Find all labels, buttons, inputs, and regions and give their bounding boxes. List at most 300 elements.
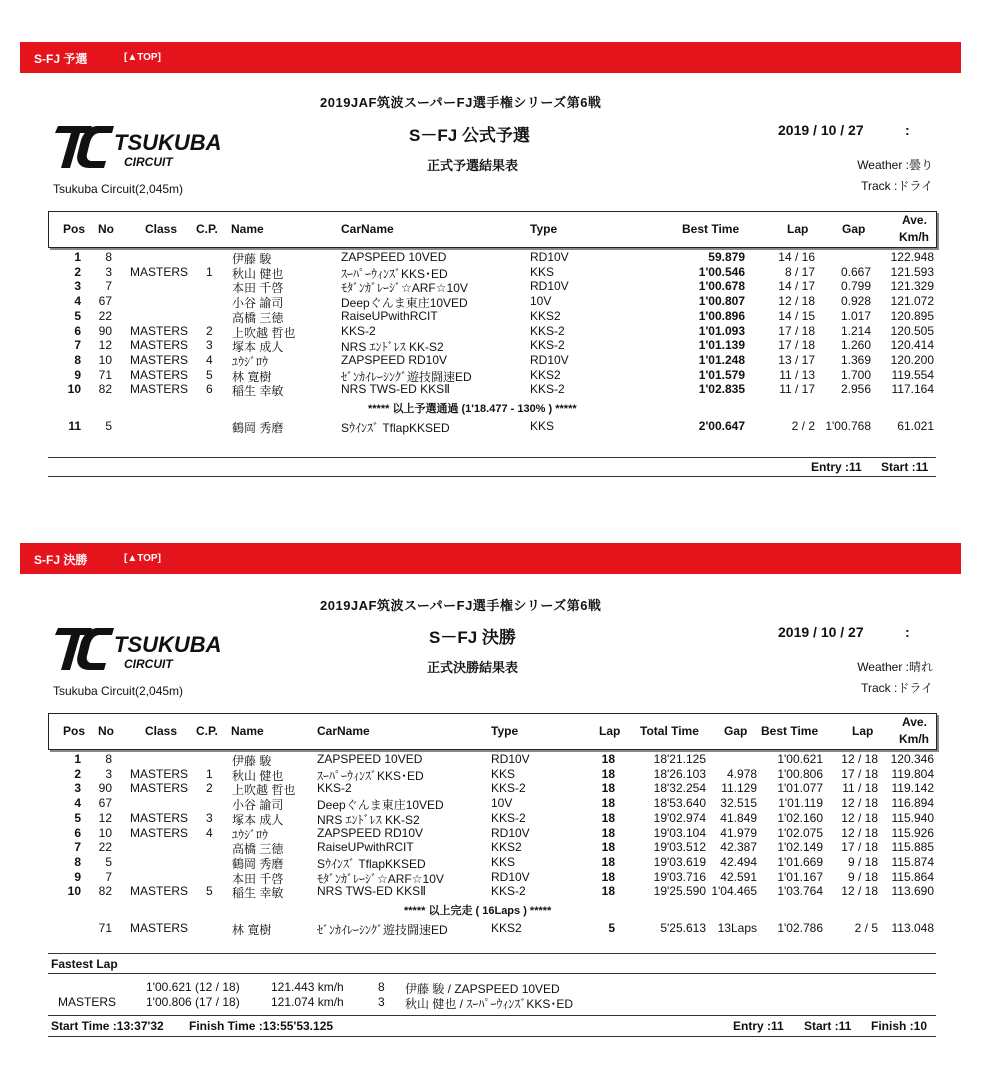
cell-name: 上吹越 哲也 <box>232 783 296 798</box>
cell-best: 59.879 <box>708 250 745 264</box>
cell-pos: 11 <box>68 419 81 433</box>
qual-subtitle: 正式予選結果表 <box>427 158 519 173</box>
cell-car: ZAPSPEED RD10V <box>317 825 424 840</box>
cell-best: 1'01.093 <box>698 323 745 338</box>
cell-no: 10 <box>98 825 112 840</box>
cell-best: 1'02.149 <box>777 840 823 855</box>
cell-lap: 17 / 18 <box>841 840 878 855</box>
cell-type: KKS2 <box>491 840 522 855</box>
qual-col-class: Class <box>145 222 178 236</box>
cell-lap: 14 / 17 <box>778 279 815 294</box>
cell-type: RD10V <box>530 279 569 294</box>
cell-ave: 121.072 <box>890 294 934 309</box>
cell-driver: 伊藤 駿 / ZAPSPEED 10VED <box>405 982 560 996</box>
cell-total: 19'03.104 <box>653 825 706 840</box>
cell-type: KKS <box>530 419 555 433</box>
cell-pos: 4 <box>74 294 81 309</box>
cell-laps: 18 <box>601 752 615 766</box>
cell-car: ﾓﾀﾞﾝｶﾞﾚｰｼﾞ☆ARF☆10V <box>317 871 444 886</box>
cell-gap: 1'04.465 <box>711 884 757 899</box>
cell-lap: 17 / 18 <box>778 323 815 338</box>
fastest-lap-title: Fastest Lap <box>51 957 118 971</box>
cell-laps: 5 <box>608 921 615 935</box>
cell-ave: 121.593 <box>890 264 934 279</box>
qual-result-row <box>0 353 983 367</box>
cell-no: 67 <box>98 796 112 811</box>
cell-name: 塚本 成人 <box>232 340 284 355</box>
cell-best: 1'00.896 <box>698 308 745 323</box>
cell-best: 1'01.248 <box>698 352 745 367</box>
cell-no: 10 <box>98 352 112 367</box>
qual-col-kmh: Km/h <box>899 230 929 244</box>
cell-total: 18'21.125 <box>653 752 706 766</box>
cell-lap: 2 / 2 <box>791 419 815 433</box>
cell-lap: 14 / 16 <box>778 250 815 264</box>
cell-ave: 113.690 <box>891 884 934 899</box>
cell-pos: 3 <box>74 781 81 796</box>
cell-pos: 2 <box>74 766 81 781</box>
cell-car: ｽｰﾊﾟｰｳｨﾝｽﾞKKS･ED <box>341 266 448 281</box>
cell-ave: 61.021 <box>897 419 934 433</box>
cell-no: 7 <box>105 279 112 294</box>
cell-gap: 2.956 <box>840 382 871 397</box>
cell-laps: 18 <box>601 766 615 781</box>
cell-no: 8 <box>105 752 112 766</box>
cell-best: 1'00.806 <box>777 766 823 781</box>
cell-ave: 115.926 <box>891 825 934 840</box>
final-weather: Weather :晴れ <box>857 660 933 674</box>
cell-lap: 11 / 17 <box>779 382 815 397</box>
qual-col-no: No <box>98 222 114 236</box>
cell-best: 1'01.119 <box>778 796 823 811</box>
final-date: 2019 / 10 / 27 <box>778 624 864 640</box>
cell-driver: 秋山 健也 / ｽｰﾊﾟｰｳｨﾝｽﾞKKS･ED <box>405 997 574 1011</box>
cell-total: 18'53.640 <box>653 796 706 811</box>
cell-pos: 5 <box>74 308 81 323</box>
cell-cp: 3 <box>206 338 213 353</box>
cell-pos: 9 <box>74 367 81 382</box>
qual-result-row <box>0 250 983 264</box>
cell-gap: 1.017 <box>840 308 871 323</box>
cell-name: 稲生 幸敏 <box>232 384 284 399</box>
cell-class: MASTERS <box>130 367 189 382</box>
cell-no: 3 <box>378 995 385 1009</box>
qual-date: 2019 / 10 / 27 <box>778 122 864 138</box>
logo-main-text-final: TSUKUBA <box>114 632 222 657</box>
cell-type: KKS-2 <box>530 323 565 338</box>
final-result-row <box>0 826 983 840</box>
cell-total: 19'03.512 <box>653 840 706 855</box>
qual-col-pos: Pos <box>63 222 86 236</box>
final-col-gap: Gap <box>724 724 748 738</box>
cell-best: 1'01.139 <box>698 338 745 353</box>
cell-gap: 0.928 <box>840 294 871 309</box>
fastest-lap-row <box>0 995 983 1009</box>
fastest-lap-row <box>0 980 983 994</box>
cell-gap: 1.700 <box>840 367 871 382</box>
cell-no: 90 <box>98 781 112 796</box>
cell-name: 鶴岡 秀磨 <box>232 421 284 435</box>
final-bottom-rule <box>48 1036 936 1037</box>
cell-cp: 2 <box>206 323 213 338</box>
final-col-total: Total Time <box>640 724 699 738</box>
cell-class: MASTERS <box>130 921 189 935</box>
cell-car: ZAPSPEED RD10V <box>341 352 448 367</box>
logo-sub-text-final: CIRCUIT <box>124 657 173 671</box>
qual-header-title: S-FJ 予選 <box>34 52 88 66</box>
cell-gap: 1.369 <box>840 352 871 367</box>
final-result-row <box>0 811 983 825</box>
cell-lap: 9 / 18 <box>847 854 878 869</box>
cell-name: 林 寛樹 <box>232 369 272 384</box>
cell-best: 2'00.647 <box>698 419 745 433</box>
cell-name: 小谷 諭司 <box>232 296 284 311</box>
cell-gap: 42.591 <box>720 869 757 884</box>
cell-name: 小谷 諭司 <box>232 798 284 813</box>
cell-cp: 5 <box>206 367 213 382</box>
cell-car: NRS ｴﾝﾄﾞﾚｽ KK-S2 <box>317 812 420 827</box>
cell-car: ｾﾞﾝｶｲﾚｰｼﾝｸﾞ遊技闘速ED <box>317 923 448 937</box>
qual-col-cp: C.P. <box>196 222 218 236</box>
cell-gap: 13Laps <box>717 921 757 935</box>
cell-lap: 12 / 18 <box>841 884 878 899</box>
final-event-title: 2019JAF筑波スーパーFJ選手権シリーズ第6戦 <box>320 598 602 613</box>
cell-pos: 4 <box>74 796 81 811</box>
cell-lap: 12 / 18 <box>841 810 878 825</box>
cell-lap: 11 / 13 <box>779 367 815 382</box>
cell-no: 12 <box>98 810 112 825</box>
cell-cp: 5 <box>206 884 213 899</box>
cell-car: Deepぐんま東庄10VED <box>341 296 468 311</box>
cell-type: KKS <box>491 854 516 869</box>
cell-type: RD10V <box>491 752 530 766</box>
logo-main-text: TSUKUBA <box>114 130 222 155</box>
cell-gap: 11.129 <box>721 781 757 796</box>
cell-car: Deepぐんま東庄10VED <box>317 798 444 813</box>
cell-car: KKS-2 <box>341 323 376 338</box>
cell-total: 19'03.619 <box>653 854 706 869</box>
cell-best: 1'02.160 <box>777 810 823 825</box>
cell-gap: 1.260 <box>840 338 871 353</box>
cell-laps: 18 <box>601 810 615 825</box>
cell-class: MASTERS <box>130 825 189 840</box>
qual-result-row-unqualified <box>0 419 983 433</box>
cell-class: MASTERS <box>130 781 189 796</box>
qual-entry-count: Entry :11 <box>811 460 862 474</box>
final-col-class: Class <box>145 724 178 738</box>
cell-total: 19'02.974 <box>653 810 706 825</box>
cell-lap: 8 / 17 <box>784 264 815 279</box>
final-page-title: S－FJ 決勝 <box>429 628 516 647</box>
cell-pos: 8 <box>74 352 81 367</box>
cell-laps: 18 <box>601 796 615 811</box>
cell-name: 塚本 成人 <box>232 812 284 827</box>
cell-type: KKS2 <box>530 308 561 323</box>
cell-best: 1'00.621 <box>777 752 823 766</box>
qual-col-name: Name <box>231 222 264 236</box>
cell-gap: 32.515 <box>720 796 757 811</box>
cell-ave: 120.346 <box>890 752 934 766</box>
cell-pos: 10 <box>67 884 81 899</box>
qual-header-bar <box>20 42 961 73</box>
cell-no: 8 <box>105 250 112 264</box>
cell-gap: 1'00.768 <box>825 419 871 433</box>
cell-name: 伊藤 駿 <box>232 252 272 266</box>
cell-car: RaiseUPwithRCIT <box>341 308 438 323</box>
qual-weather: Weather :曇り <box>857 158 933 172</box>
final-col-name: Name <box>231 724 264 738</box>
cell-total: 19'03.716 <box>653 869 706 884</box>
final-col-best: Best Time <box>761 724 819 738</box>
cell-gap: 0.799 <box>840 279 871 294</box>
cell-best: 1'02.786 <box>777 921 823 935</box>
cell-best: 1'01.579 <box>698 367 745 382</box>
cell-no: 3 <box>105 264 112 279</box>
cell-car: ｽｰﾊﾟｰｳｨﾝｽﾞKKS･ED <box>317 768 424 783</box>
qual-col-car: CarName <box>341 222 394 236</box>
cell-car: Sｳｲﾝｽﾞ TflapKKSED <box>317 856 426 871</box>
cell-pos: 7 <box>74 840 81 855</box>
cell-no: 12 <box>98 338 112 353</box>
cell-type: 10V <box>491 796 513 811</box>
cell-name: 高橋 三徳 <box>232 842 284 857</box>
final-col-ave: Ave. <box>902 715 927 729</box>
cell-cp: 2 <box>206 781 213 796</box>
final-top-link[interactable]: [▲TOP] <box>124 553 161 564</box>
cell-name: 上吹越 哲也 <box>232 325 296 340</box>
final-result-row <box>0 855 983 869</box>
cell-class: MASTERS <box>130 323 189 338</box>
qual-result-row <box>0 279 983 296</box>
cell-ave: 121.329 <box>890 279 934 294</box>
final-result-row-dnf <box>0 921 983 935</box>
cell-ave: 122.948 <box>890 250 934 264</box>
cell-time: 1'00.621 (12 / 18) <box>146 980 240 994</box>
cell-pos: 6 <box>74 323 81 338</box>
cell-no: 71 <box>98 921 112 935</box>
cell-cp: 3 <box>206 810 213 825</box>
cell-class: MASTERS <box>130 766 189 781</box>
cell-pos: 10 <box>67 382 81 397</box>
cell-car: ZAPSPEED 10VED <box>341 250 447 264</box>
cell-pos: 6 <box>74 825 81 840</box>
cell-ave: 120.505 <box>890 323 934 338</box>
qual-page-title: S－FJ 公式予選 <box>409 126 530 145</box>
cell-class: MASTERS <box>130 338 189 353</box>
cell-lap: 12 / 18 <box>841 796 878 811</box>
final-result-row <box>0 884 983 901</box>
qual-col-gap: Gap <box>842 222 866 236</box>
cell-gap: 42.494 <box>720 854 757 869</box>
cell-type: RD10V <box>530 352 569 367</box>
cell-pos: 1 <box>74 250 81 264</box>
cell-total: 19'25.590 <box>653 884 706 899</box>
cell-no: 67 <box>98 294 112 309</box>
cell-gap: 0.667 <box>840 264 871 279</box>
final-circuit-label: Tsukuba Circuit(2,045m) <box>53 684 184 698</box>
final-result-row <box>0 767 983 781</box>
qual-cutoff-note: ***** 以上予選通過 (1'18.477 - 130% ) ***** <box>368 403 577 415</box>
qual-divider <box>48 457 936 458</box>
logo-sub-text: CIRCUIT <box>124 155 173 169</box>
qual-col-ave: Ave. <box>902 213 927 227</box>
cell-speed: 121.443 km/h <box>271 980 344 994</box>
cell-type: KKS <box>530 264 555 279</box>
cell-cp: 1 <box>206 766 213 781</box>
cell-no: 22 <box>98 840 112 855</box>
final-result-row <box>0 752 983 766</box>
cell-name: 林 寛樹 <box>232 923 272 937</box>
cell-lap: 17 / 18 <box>778 338 815 353</box>
fastest-lap-rule <box>48 973 936 974</box>
cell-pos: 1 <box>74 752 81 766</box>
cell-best: 1'01.167 <box>777 869 823 884</box>
cell-lap: 13 / 17 <box>778 352 815 367</box>
final-col-kmh: Km/h <box>899 732 929 746</box>
final-col-cp: C.P. <box>196 724 218 738</box>
cell-laps: 18 <box>601 840 615 855</box>
cell-no: 3 <box>105 766 112 781</box>
cell-no: 22 <box>98 308 112 323</box>
cell-ave: 120.414 <box>890 338 934 353</box>
cell-name: ﾕｳｼﾞﾛｳ <box>232 354 269 369</box>
cell-no: 8 <box>378 980 385 994</box>
final-header-title: S-FJ 決勝 <box>34 553 88 567</box>
cell-type: KKS-2 <box>491 884 526 899</box>
final-result-row <box>0 870 983 884</box>
cell-best: 1'01.077 <box>777 781 823 796</box>
cell-type: KKS-2 <box>491 810 526 825</box>
cell-name: ﾕｳｼﾞﾛｳ <box>232 827 269 842</box>
cell-lap: 11 / 18 <box>842 781 878 796</box>
cell-no: 82 <box>98 884 112 899</box>
cell-class: MASTERS <box>130 884 189 899</box>
cell-lap: 12 / 18 <box>841 825 878 840</box>
qual-result-row <box>0 368 983 382</box>
cell-cp: 1 <box>206 264 213 279</box>
cell-name: 本田 千啓 <box>232 871 284 886</box>
cell-cp: 4 <box>206 825 213 840</box>
cell-laps: 18 <box>601 825 615 840</box>
cell-ave: 116.894 <box>891 796 934 811</box>
final-finish-count: Finish :10 <box>871 1019 928 1033</box>
final-col-no: No <box>98 724 114 738</box>
cell-lap: 9 / 18 <box>847 869 878 884</box>
cell-best: 1'00.678 <box>698 279 745 294</box>
final-col-laps: Lap <box>599 724 621 738</box>
cell-best: 1'01.669 <box>777 854 823 869</box>
cell-lap: 17 / 18 <box>841 766 878 781</box>
tsukuba-circuit-logo <box>52 122 262 170</box>
qual-start-count: Start :11 <box>881 460 929 474</box>
start-time: Start Time :13:37'32 <box>51 1019 164 1033</box>
final-result-row <box>0 840 983 857</box>
cell-type: KKS-2 <box>530 338 565 353</box>
cell-no: 71 <box>98 367 112 382</box>
cell-cp: 4 <box>206 352 213 367</box>
cell-type: RD10V <box>491 825 530 840</box>
cell-pos: 5 <box>74 810 81 825</box>
final-header-bar <box>20 543 961 574</box>
cell-car: RaiseUPwithRCIT <box>317 840 414 855</box>
cell-name: 稲生 幸敏 <box>232 886 284 901</box>
final-col-car: CarName <box>317 724 370 738</box>
final-footer-rule <box>48 1015 936 1016</box>
cell-ave: 115.940 <box>891 810 934 825</box>
qual-result-row <box>0 265 983 279</box>
qual-col-type: Type <box>530 222 558 236</box>
cell-type: KKS-2 <box>491 781 526 796</box>
final-subtitle: 正式決勝結果表 <box>427 660 519 675</box>
cell-ave: 119.142 <box>891 781 934 796</box>
cell-car: ﾓﾀﾞﾝｶﾞﾚｰｼﾞ☆ARF☆10V <box>341 281 468 296</box>
cell-ave: 115.885 <box>891 840 934 855</box>
cell-type: KKS2 <box>491 921 522 935</box>
cell-no: 5 <box>105 419 112 433</box>
cell-car: NRS TWS-ED KKSⅡ <box>317 884 427 899</box>
qual-top-link[interactable]: [▲TOP] <box>124 52 161 63</box>
final-result-row <box>0 781 983 798</box>
cell-car: NRS TWS-ED KKSⅡ <box>341 382 451 397</box>
cell-type: RD10V <box>491 869 530 884</box>
cell-car: ｾﾞﾝｶｲﾚｰｼﾝｸﾞ遊技闘速ED <box>341 369 472 384</box>
cell-no: 5 <box>105 854 112 869</box>
cell-type: KKS2 <box>530 367 561 382</box>
cell-total: 18'26.103 <box>653 766 706 781</box>
qual-time-colon: : <box>905 122 910 138</box>
cell-class: MASTERS <box>130 810 189 825</box>
cell-laps: 18 <box>601 781 615 796</box>
cell-type: 10V <box>530 294 552 309</box>
cell-type: KKS <box>491 766 516 781</box>
cell-lap: 12 / 18 <box>778 294 815 309</box>
qual-result-row <box>0 309 983 323</box>
cell-lap: 14 / 15 <box>778 308 815 323</box>
cell-total: 18'32.254 <box>653 781 706 796</box>
qual-bottom-rule <box>48 476 936 477</box>
cell-gap: 42.387 <box>720 840 757 855</box>
final-result-row <box>0 796 983 813</box>
cell-name: 本田 千啓 <box>232 281 284 296</box>
cell-gap: 41.979 <box>720 825 757 840</box>
cell-name: 秋山 健也 <box>232 768 284 783</box>
cell-best: 1'02.835 <box>698 382 745 397</box>
cell-class: MASTERS <box>130 382 189 397</box>
final-col-type: Type <box>491 724 519 738</box>
cell-speed: 121.074 km/h <box>271 995 344 1009</box>
final-col-pos: Pos <box>63 724 86 738</box>
final-track: Track :ドライ <box>861 681 933 695</box>
cell-car: NRS ｴﾝﾄﾞﾚｽ KK-S2 <box>341 340 444 355</box>
final-col-lap: Lap <box>852 724 874 738</box>
tsukuba-circuit-logo-final <box>52 624 262 672</box>
qual-col-lap: Lap <box>787 222 809 236</box>
final-time-colon: : <box>905 624 910 640</box>
cell-gap: 41.849 <box>720 810 757 825</box>
cell-laps: 18 <box>601 869 615 884</box>
cell-class: MASTERS <box>130 264 189 279</box>
cell-car: ZAPSPEED 10VED <box>317 752 423 766</box>
cell-no: 90 <box>98 323 112 338</box>
cell-ave: 119.554 <box>891 367 934 382</box>
cell-class: MASTERS <box>130 352 189 367</box>
cell-total: 5'25.613 <box>660 921 706 935</box>
cell-type: KKS-2 <box>530 382 565 397</box>
cell-laps: 18 <box>601 854 615 869</box>
qual-track: Track :ドライ <box>861 179 933 193</box>
qual-result-row <box>0 338 983 355</box>
cell-time: 1'00.806 (17 / 18) <box>146 995 240 1009</box>
